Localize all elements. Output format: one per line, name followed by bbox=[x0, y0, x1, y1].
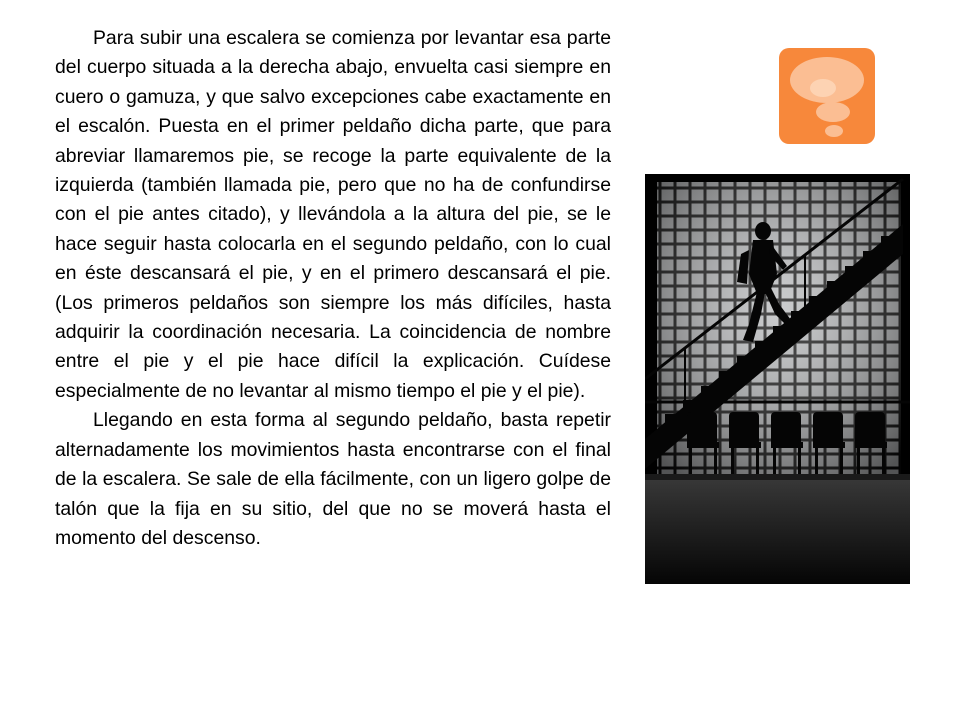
body-text bbox=[55, 24, 611, 553]
paragraph-2: Llegando en esta forma al segundo peldaño, basta repetir alternadamente los movimientos hasta encontrarse con el final de la escalera. Se sale de ella fácilmente, con un ligero golpe de talón que la fija en su sitio, del que no se moverá hasta el momento del descenso. bbox=[55, 409, 611, 549]
paragraph-1: Para subir una escalera se comienza por levantar esa parte del cuerpo situada a la derecha abajo, envuelta casi siempre en cuero o gamuza, y que salvo excepciones cabe exactamente en el escalón. Puesta en el primer peldaño dicha parte, que para abreviar llamaremos pie, se recoge la parte equivalente de la izquierda (también llamada pie, pero que no ha de confundirse con el pie antes citado), y llevándola a la altura del pie, se le hace seguir hasta colocarla en el segundo peldaño, con lo cual en éste descansará el pie, y en el primero descansará el pie. (Los primeros peldaños son siempre los más difíciles, hasta adquirir la coordinación necesaria. La coincidencia de nombre entre el pie y el pie hace difícil la explicación. Cuídese especialmente de no levantar al mismo tiempo el pie y el pie). bbox=[55, 27, 611, 402]
staircase-silhouette-photo bbox=[645, 174, 910, 584]
thought-bubble-icon bbox=[779, 48, 875, 144]
